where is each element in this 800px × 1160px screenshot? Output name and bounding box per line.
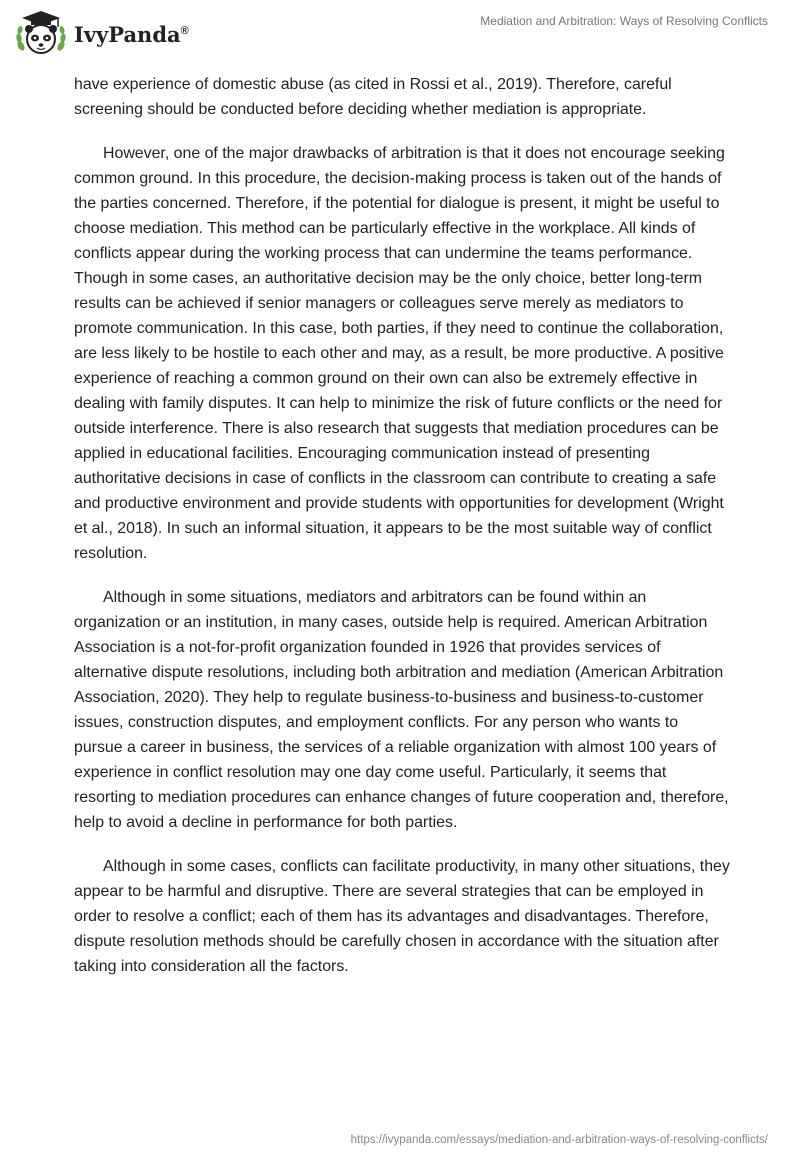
- source-url[interactable]: https://ivypanda.com/essays/mediation-and-arbitration-ways-of-resolving-conflicts/: [350, 1134, 768, 1146]
- paragraph: However, one of the major drawbacks of arbitration is that it does not encourage seeking common ground. In this procedure, the decision-making process is taken out of the hands of the parties concerned. Therefore, if the potential for dialogue is present, it might be useful to choose mediation. This method can be particularly effective in the workplace. All kinds of conflicts appear during the working process that can undermine the teams performance. Though in some cases, an authoritative decision may be the only choice, better long-term results can be achieved if senior managers or colleagues serve merely as mediators to promote communication. In this case, both parties, if they need to continue the collaboration, are less likely to be hostile to each other and may, as a result, be more productive. A positive experience of reaching a common ground on their own can also be extremely effective in dealing with family disputes. It can help to minimize the risk of future conflicts or the need for outside interference. There is also research that suggests that mediation procedures can be applied in educational facilities. Encouraging communication instead of presenting authoritative decisions in case of conflicts in the classroom can contribute to creating a safe and productive environment and provide students with opportunities for development (Wright et al., 2018). In such an informal situation, it appears to be the most suitable way of conflict resolution.: [74, 145, 725, 562]
- essay-body: [74, 72, 730, 998]
- brand-name: IvyPanda®: [74, 21, 189, 47]
- paragraph: Although in some situations, mediators and arbitrators can be found within an organization or an institution, in many cases, outside help is required. American Arbitration Association is a not-for-profit organization founded in 1926 that provides services of alternative dispute resolutions, including both arbitration and mediation (American Arbitration Association, 2020). They help to regulate business-to-business and business-to-customer issues, construction disputes, and employment conflicts. For any person who wants to pursue a career in business, the services of a reliable organization with almost 100 years of experience in conflict resolution may one day come useful. Particularly, it seems that resorting to mediation procedures can enhance changes of future cooperation and, therefore, help to avoid a decline in performance for both parties.: [74, 589, 729, 831]
- paragraph: Although in some cases, conflicts can facilitate productivity, in many other situations, they appear to be harmful and disruptive. There are several strategies that can be employed in order to resolve a conflict; each of them has its advantages and disadvantages. Therefore, dispute resolution methods should be carefully chosen in accordance with the situation after taking into consideration all the factors.: [74, 858, 730, 975]
- document-title: Mediation and Arbitration: Ways of Resolving Conflicts: [480, 14, 768, 28]
- page-header: [0, 0, 800, 70]
- panda-graduate-logo-icon: [14, 8, 68, 58]
- ivypanda-logo[interactable]: [14, 8, 189, 58]
- paragraph: have experience of domestic abuse (as cited in Rossi et al., 2019). Therefore, careful screening should be conducted before deciding whether mediation is appropriate.: [74, 76, 672, 118]
